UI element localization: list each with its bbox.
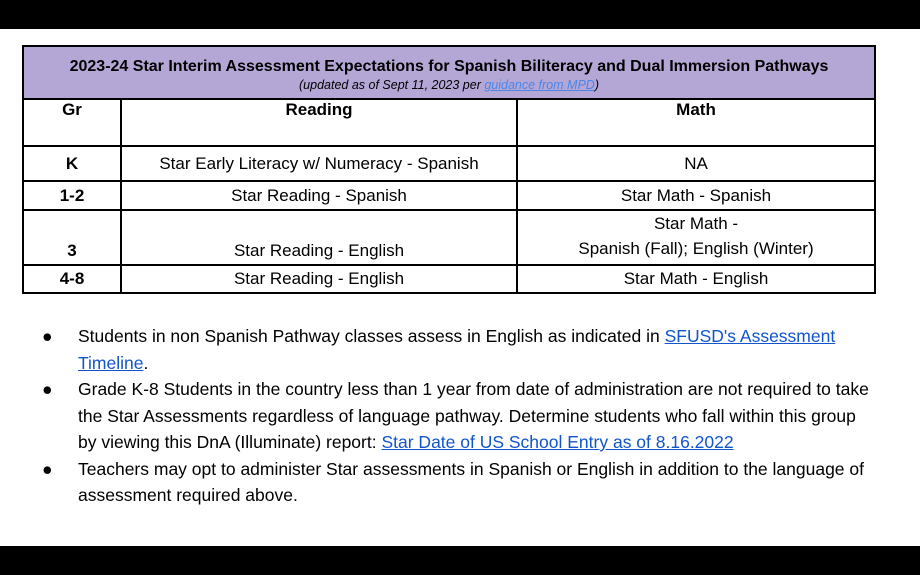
table-header-row <box>23 46 875 99</box>
note-text: Students in non Spanish Pathway classes assess in English as indicated in <box>78 326 665 346</box>
column-header-math: Math <box>517 99 875 146</box>
grade-cell: 3 <box>23 210 121 265</box>
reading-cell: Star Reading - Spanish <box>121 181 517 210</box>
list-item <box>42 456 872 509</box>
bullet-icon: ● <box>42 326 53 346</box>
assessment-timeline-link[interactable]: SFUSD's Assessment Timeline <box>78 326 836 373</box>
column-header-row <box>23 99 875 146</box>
list-item <box>42 376 872 456</box>
column-header-reading: Reading <box>121 99 517 146</box>
table-row <box>23 146 875 181</box>
bullet-icon: ● <box>42 458 53 479</box>
table-row <box>23 210 875 265</box>
table-subtitle <box>24 77 874 93</box>
note-text: Teachers may opt to administer Star assessments in Spanish or English in addition to the language of assessment required above. <box>78 458 864 505</box>
table-row <box>23 265 875 293</box>
grade-cell: K <box>23 146 121 181</box>
table-row <box>23 181 875 210</box>
subtitle-suffix: ) <box>594 78 599 92</box>
notes-list <box>42 323 872 509</box>
slide <box>0 29 920 546</box>
reading-cell: Star Reading - English <box>121 265 517 293</box>
note-text: Grade K-8 Students in the country less than 1 year from date of administration are not required to take the Star Assessments regardless of language pathway. Determine students who fall within this group by viewing this DnA (Illuminate) report: <box>78 379 869 452</box>
math-cell: Star Math - English <box>517 265 875 293</box>
list-item <box>42 323 872 376</box>
star-date-report-link[interactable]: Star Date of US School Entry as of 8.16.2022 <box>381 432 734 452</box>
math-line-2: Spanish (Fall); English (Winter) <box>578 239 814 258</box>
assessment-table <box>22 45 876 294</box>
math-cell: NA <box>517 146 875 181</box>
bullet-icon: ● <box>42 379 53 399</box>
reading-cell: Star Reading - English <box>121 210 517 265</box>
reading-cell: Star Early Literacy w/ Numeracy - Spanish <box>121 146 517 181</box>
note-after: . <box>143 352 149 373</box>
math-line-1: Star Math - <box>653 214 739 233</box>
math-cell <box>517 210 875 265</box>
subtitle-prefix: (updated as of Sept 11, 2023 per <box>299 78 485 92</box>
grade-cell: 4-8 <box>23 265 121 293</box>
grade-cell: 1-2 <box>23 181 121 210</box>
math-cell: Star Math - Spanish <box>517 181 875 210</box>
table-title-cell <box>23 46 875 99</box>
column-header-grade: Gr <box>23 99 121 146</box>
mpd-guidance-link[interactable]: guidance from MPD <box>484 78 595 92</box>
table-title: 2023-24 Star Interim Assessment Expectations for Spanish Biliteracy and Dual Immersion Pathways <box>69 58 829 75</box>
